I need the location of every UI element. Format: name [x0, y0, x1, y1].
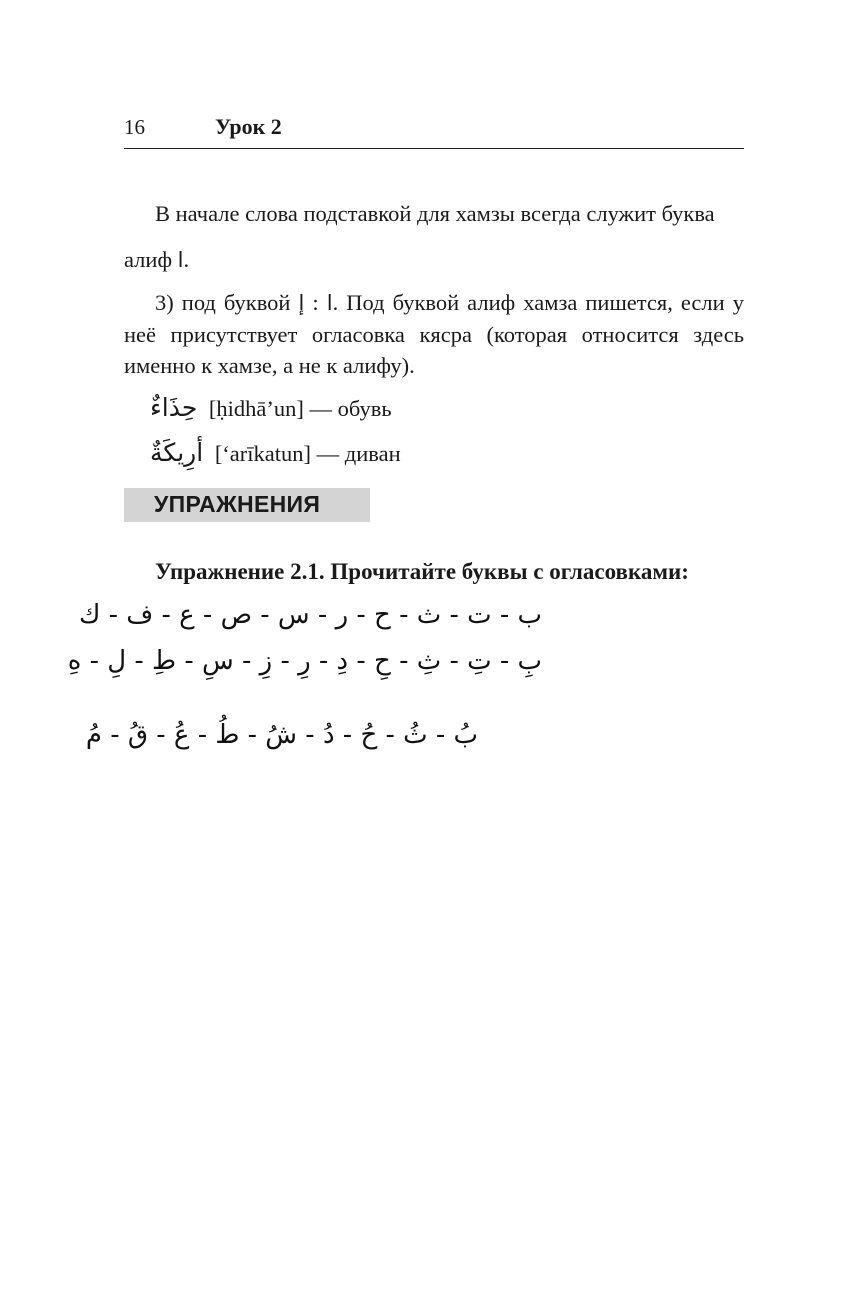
- chapter-title: Урок 2: [215, 114, 282, 139]
- rule-3-rest: . Под буквой алиф хамза пишется, если у неё присутствует огласовка кясра (которая относится здесь именно к хамзе, а не к алифу).: [124, 290, 744, 378]
- example-arabic-word: أرِيكَةٌ: [150, 438, 204, 467]
- rule-3-start: 3) под буквой: [155, 290, 291, 315]
- example-arabic-word: حِذَاءٌ: [150, 393, 198, 422]
- paragraph-rule-3: [124, 287, 744, 381]
- page-header: [124, 112, 744, 149]
- letters-row-kasra: بِ - تِ - ثِ - حِ - دِ - رِ - زِ - سِ - طِ - لِ - هِ: [67, 646, 542, 676]
- example-dash: —: [316, 441, 340, 466]
- exercise-title: Упражнение 2.1. Прочитайте буквы с огласовками:: [155, 559, 689, 584]
- example-transcription: [‘arīkatun]: [214, 441, 312, 466]
- example-meaning: диван: [344, 441, 401, 466]
- period: .: [183, 247, 190, 272]
- example-dash: —: [309, 396, 332, 421]
- example-transcription: [ḥidhā’un]: [208, 396, 304, 421]
- example-meaning: обувь: [337, 396, 392, 421]
- hamza-under-alif-letter: إ: [298, 291, 305, 315]
- example-row: [150, 438, 401, 467]
- example-row: [150, 393, 392, 422]
- page-number: 16: [124, 115, 145, 139]
- rule-3-separator: :: [304, 290, 327, 315]
- alif-letter: ا: [177, 248, 184, 272]
- alif-letter-2: ا: [326, 291, 333, 315]
- paragraph-alif: [124, 244, 744, 276]
- paragraph-hamza-start: В начале слова подставкой для хамзы всегда служит буква: [155, 201, 715, 226]
- alif-word: алиф: [124, 247, 173, 272]
- section-heading-band: [124, 488, 370, 522]
- letters-row-damma: بُ - ثُ - حُ - دُ - شُ - طُ - عُ - قُ - مُ: [85, 720, 478, 750]
- letters-row-plain: ب - ت - ث - ح - ر - س - ص - ع - ف - ك: [78, 600, 542, 630]
- section-title: УПРАЖНЕНИЯ: [154, 491, 321, 517]
